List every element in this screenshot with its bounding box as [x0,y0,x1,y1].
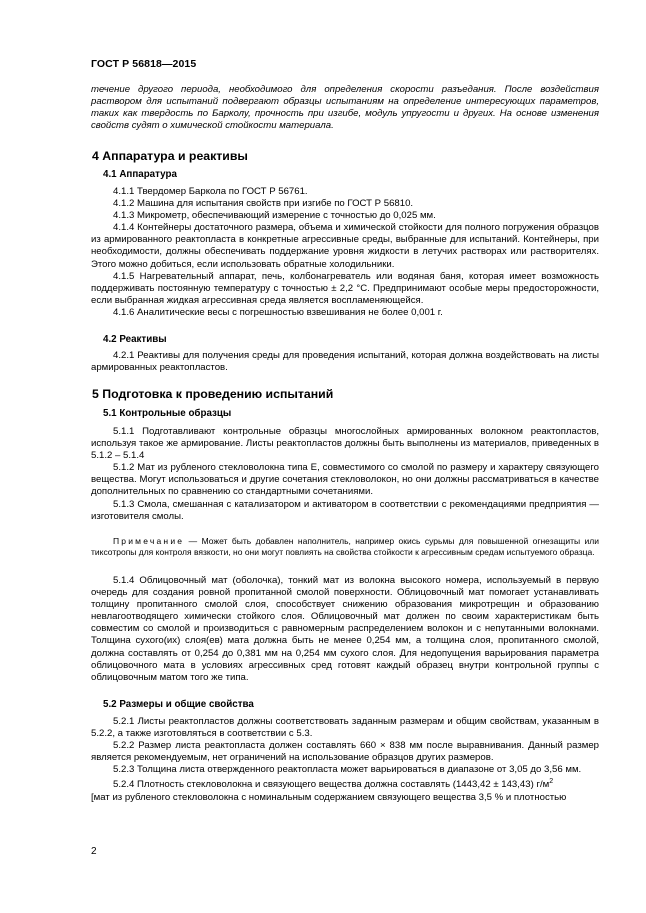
note-label: Примечание [113,536,185,546]
item-5-1-2: 5.1.2 Мат из рубленого стекловолокна типа Е, совместимого со смолой по размеру и характеру связующего вещества. Могут использоваться и другие сочетания стекловолокон, но они должны рассматриваться в качестве дополнительных по сравнению со стандартными сочетаниями. [91,462,599,498]
section-5-2 [91,699,599,711]
section-4 [91,150,599,162]
section-4-2-title: 4.2 Реактивы [103,334,167,345]
item-4-1-4: 4.1.4 Контейнеры достаточного размера, объема и химической стойкости для полного погружения образцов из армированного реактопласта в конкретные агрессивные среды, выбранные для испытаний. Контейнеры, при необходимости, должны обеспечивать поддержание уровня жидкости в летучих растворах или растворителях. Этого можно добиться, если использовать обратные холодильники. [91,222,599,270]
item-4-1-5: 4.1.5 Нагревательный аппарат, печь, колбонагреватель или водяная баня, которая имеет возможность поддерживать постоянную температуру с точностью ± 2,2 °С. Предпринимают особые меры предосторожности, если выбранная жидкая агрессивная среда является воспламеняющейся. [91,270,599,306]
section-4-1-title: 4.1 Аппаратура [103,169,177,180]
item-4-1-2: 4.1.2 Машина для испытания свойств при изгибе по ГОСТ Р 56810. [113,198,414,210]
item-5-2-4 [91,776,599,791]
item-5-2-4-sup: 2 [549,778,554,786]
item-5-2-4-cont: [мат из рубленого стекловолокна с номинальным содержанием связующего вещества 3,5 % и плотностью [91,791,567,803]
item-4-1-1: 4.1.1 Твердомер Баркола по ГОСТ Р 56761. [113,186,308,197]
item-5-2-2: 5.2.2 Размер листа реактопласта должен составлять 660 × 838 мм после выравнивания. Данный размер является рекомендуемым, нет ограничений на использование образцов других размеров. [91,740,599,764]
section-5-1-title: 5.1 Контрольные образцы [103,408,232,419]
section-5-1-body [91,426,599,523]
item-5-2-3: 5.2.3 Толщина листа отвержденного реактопласта может варьироваться в диапазоне от 3,05 до 3,56 мм. [113,764,582,776]
note-paragraph [91,536,599,558]
item-5-1-4: 5.1.4 Облицовочный мат (оболочка), тонкий мат из волокна высокого номера, используемый в первую очередь для создания ровной пропитанной смолой поверхности. Облицовочный мат помогает устанавливать толщину пропитанного смолой слоя, способствует снижению образования микротрещин и образованию невлагоотводящего химически стойкого слоя. Облицовочный мат должен по своим характеристикам быть совместим со смолой и производиться с равномерным распределением волокон и с непутанными волокнами. Толщина сухого(их) слоя(ев) мата должна быть не менее 0,254 мм, а толщина слоя, пропитанного смолой, должна составлять от 0,254 до 0,381 мм на 0,254 мм сухого слоя. Для недопущения варьирования параметра облицовочного мата в условиях агрессивных сред готовят каждый образец внутри контрольной группы с облицовочным матом того же типа. [91,575,599,683]
item-4-1-3: 4.1.3 Микрометр, обеспечивающий измерение с точностью до 0,025 мм. [113,210,436,222]
note-text: — Может быть добавлен наполнитель, например окись сурьмы для повышенной огнезащиты или тиксотропы для контроля вязкости, но они могут повлиять на свойства стойкости к агрессивным средам испытуемого образца. [91,536,599,558]
section-4-2 [91,334,599,346]
document-header: ГОСТ Р 56818—2015 [91,58,197,70]
section-4-1-items [91,186,599,319]
section-5 [91,388,599,400]
section-5-2-body [91,716,599,804]
intro-block [91,84,599,132]
section-5-1 [91,408,599,420]
section-4-title: 4 Аппаратура и реактивы [92,149,248,163]
page-number: 2 [91,846,97,857]
item-5-1-4-block [91,575,599,684]
item-5-2-1: 5.2.1 Листы реактопластов должны соответствовать заданным размерам и общим свойствам, указанным в 5.2.2, а также изготовляться в соответствии с 5.3. [91,716,599,740]
item-5-2-4-part-a: 5.2.4 Плотность стекловолокна и связующего вещества должна составлять (1443,42 ± 143,43) г/м [113,779,550,791]
item-4-1-6: 4.1.6 Аналитические весы с погрешностью взвешивания не более 0,001 г. [113,306,443,318]
item-5-1-3: 5.1.3 Смола, смешанная с катализатором и активатором в соответствии с рекомендациями предприятия — изготовителя смолы. [91,498,599,522]
item-4-2-1: 4.2.1 Реактивы для получения среды для проведения испытаний, которая должна воздействовать на листы армированных реактопластов. [91,350,599,374]
section-5-2-title: 5.2 Размеры и общие свойства [103,699,254,710]
section-5-title: 5 Подготовка к проведению испытаний [92,387,334,401]
section-4-1 [91,169,599,181]
section-4-2-body [91,350,599,374]
item-5-1-1: 5.1.1 Подготавливают контрольные образцы многослойных армированных волокном реактопластов, используя такое же армирование. Листы реактопластов должны быть выполнены из материалов, приведенных в 5.1.2 – 5.1.4 [91,426,599,462]
intro-paragraph: течение другого периода, необходимого для определения скорости разъедания. После воздействия раствором для испытаний подвергают образцы испытаниям на определение интересующих параметров, таких как твердость по Барколу, прочность при изгибе, модуль упругости и других. На основе изменения свойств судят о химической стойкости материала. [91,84,599,132]
note-block [91,536,599,558]
